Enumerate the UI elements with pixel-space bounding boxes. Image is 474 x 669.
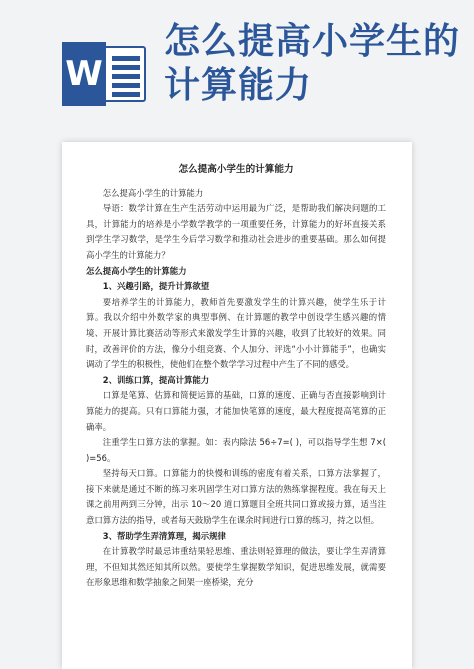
banner-title: 怎么提高小学生的计算能力 xyxy=(164,21,461,106)
word-doc-icon xyxy=(62,42,148,106)
paragraph: 要培养学生的计算能力，教师首先要激发学生的计算兴趣，使学生乐于计算。我以介绍中外数学家的典型事例、在计算题的教学中创设学生感兴趣的情境、开展计算比赛活动等形式来激发学生计算的兴趣，收到了比较好的效果。同时，改善评价的方法，像分小组竞赛、个人加分、评选“小小计算能手”，也确实调动了学生的积极性，使他们在整个数学学习过程中产生了不同的感受。 xyxy=(86,296,386,370)
document-page xyxy=(62,142,412,669)
header-banner xyxy=(0,0,474,118)
section-heading: 怎么提高小学生的计算能力 xyxy=(86,265,187,276)
subsection-heading: 3、帮助学生弄清算理，揭示规律 xyxy=(102,530,226,541)
document-title: 怎么提高小学生的计算能力 xyxy=(178,164,294,175)
word-logo-letter: W xyxy=(62,42,106,106)
document-body xyxy=(86,162,386,591)
paragraph: 导语：数学计算在生产生活劳动中运用最为广泛，是帮助我们解决问题的工具，计算能力的培养是小学数学教学的一项重要任务，计算能力的好坏直接关系到学生学习数学，是学生今后学习数学和推动社会进步的重要基础。那么如何提高小学生的计算能力？ xyxy=(86,203,386,260)
paragraph: 怎么提高小学生的计算能力 xyxy=(102,187,204,198)
paragraph: 口算是笔算、估算和简便运算的基础，口算的速度、正确与否直接影响到计算能力的提高。只有口算能力强，才能加快笔算的速度，最大程度提高笔算的正确率。 xyxy=(86,390,386,432)
subsection-heading: 1、兴趣引路，提升计算欲望 xyxy=(102,281,210,292)
paragraph: 注重学生口算方法的掌握。如：表内除法 56÷7=( )，可以指导学生想 7×( )=56。 xyxy=(86,437,386,463)
paragraph: 坚持每天口算。口算能力的快慢和训练的密度有着关系，口算方法掌握了，接下来就是通过不断的练习来巩固学生对口算方法的熟练掌握程度。我在每天上课之前用两到三分钟，出示 10～20 道口算题目全班共同口算或接力算，适当注意口算方法的指导，或者每天鼓励学生在课余时间进行口算的练习，持之以恒。 xyxy=(86,468,386,526)
subsection-heading: 2、训练口算，提高计算能力 xyxy=(102,374,210,385)
paragraph: 在计算教学时最忌讳重结果轻思维、重法则轻算理的做法，要让学生弄清算理，不但知其然还知其所以然。要使学生掌握数学知识，促进思维发展，就需要在形象思维和数学抽象之间架一座桥梁，充分 xyxy=(86,546,386,588)
